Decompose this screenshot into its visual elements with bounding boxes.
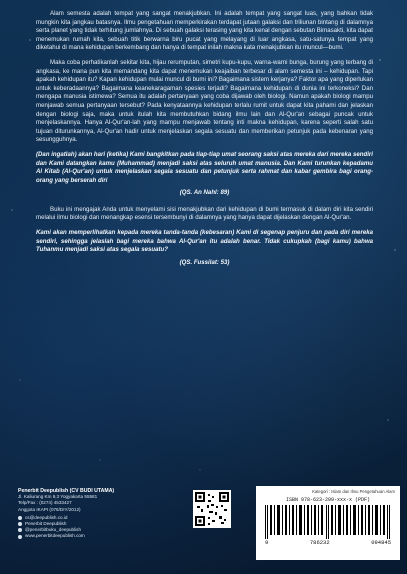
- paragraph-3: Buku ini mengajak Anda untuk menyelami sisi menakjubkan dari kehidupan di bumi termasuk di dalam diri kita sendiri melalui ilmu biologi dan menangkap esensi tersembunyi di dalamnya yang hanya dapat dijelaskan dengan Al-Qur'an.: [36, 205, 373, 222]
- email-icon: [18, 516, 22, 520]
- quote-source-1: (QS. An Nahl: 89): [179, 189, 230, 197]
- footer: [0, 482, 407, 574]
- barcode-digits: 9 786232 094845: [265, 539, 391, 546]
- book-category: Kategori : Islam dan Ilmu Pengetahuan Alam: [312, 489, 395, 494]
- isbn-number: ISBN 978-623-209-xxx-x (PDF): [285, 497, 370, 503]
- publisher-phone: Telp/Fax : (0274) 4533427: [18, 500, 72, 506]
- quote-fussilat: Kami akan memperlihatkan kepada mereka tanda-tanda (kebesaran) Kami di segenap penjuru dan pada diri mereka sendiri, sehingga jelaslah bagi mereka bahwa Al-Qur'an itu adalah benar. Tidak cukupkah (bagi kamu) bahwa Tuhanmu menjadi saksi atas segala sesuatu?: [36, 229, 373, 254]
- paragraph-2: Maka coba perhatikanlah sekitar kita, hijau rerumputan, simetri kupu-kupu, warna-warni bunga, burung yang terbang di angkasa, ke mana pun kita memandang kita dapat menemukan keajaiban terbesar di alam semesta ini – kehidupan. Tapi apakah kehidupan itu? Kapan kehidupan mulai muncul di bumi ini? Bagaimana sistem kerjanya? Faktor apa yang diperlukan untuk keberadaannya? Bagaimana keanekaragaman spesies terjadi? Bagaimana kehidupan di dunia ini terkoneksi? Dan mengapa manusia istimewa? Semua itu adalah pertanyaan yang coba dijawab oleh biologi. Namun apakah biologi mampu menjawab semua pertanyaan tersebut? Pada kenyataannya kehidupan terlalu rumit untuk dapat kita pahami dan jelaskan dengan biologi saja, maka untuk itulah kita membutuhkan bidang ilmu lain dan Al-Qur'an sebagai puncak untuk menjelaskannya. Hanya Al-Qur'an-lah yang mampu menjawab tentang inti makna kehidupan, karena seperti salah satu tujuan diturunkannya, Al-Qur'an hadir untuk menjelaskan segala sesuatu dan memberikan petunjuk pada kebenaran yang sesungguhnya.: [36, 58, 373, 144]
- qr-code: [193, 490, 231, 528]
- barcode-icon: [261, 505, 395, 539]
- publisher-member: Anggota IKAPI (076/DIY/2012): [18, 506, 81, 512]
- social-facebook: Penerbit Deepublish: [18, 521, 178, 527]
- social-list: [18, 515, 178, 540]
- instagram-icon: [18, 528, 22, 532]
- social-email: cs@deepublish.co.id: [18, 515, 178, 521]
- publisher-address: Jl. Kaliurang Km 9,3 Yogyakarta 55581: [18, 494, 98, 500]
- quote-source-2: (QS. Fussilat: 53): [179, 258, 230, 266]
- publisher-name: Penerbit Deepublish (CV BUDI UTAMA): [18, 488, 115, 494]
- qr-code-icon: [195, 492, 229, 526]
- quote-an-nahl: (Dan ingatlah) akan hari (ketika) Kami bangkitkan pada tiap-tiap umat seorang saksi atas mereka dari mereka sendiri dan Kami datangkan kamu (Muhammad) menjadi saksi atas seluruh umat manusia. Dan Kami turunkan kepadamu Al Kitab (Al-Qur'an) untuk menjelaskan segala sesuatu dan petunjuk serta rahmat dan kabar gembira bagi orang-orang yang berserah diri: [36, 150, 373, 184]
- paragraph-1: Alam semesta adalah tempat yang sangat menakjubkan. Ini adalah tempat yang sangat luas, yang bahkan tidak mungkin kita jangkau batasnya. Ilmu pengetahuan memperkirakan terdapat jutaan galaksi dan triliunan bintang di dalamnya serta planet yang tidak terhitung jumlahnya. Di sebuah galaksi terasing yang kita kenal dengan sebutan Bimasakti, kita dapat menemukan rumah kita, sebuah titik berwarna biru pucat yang melayang di luar angkasa, satu-satunya tempat yang diketahui di mana kehidupan berkembang dan hanya di tempat inilah makna kata menakjubkan itu muncul—bumi.: [36, 10, 373, 52]
- blurb: [36, 10, 373, 275]
- social-instagram: @penerbitbuku_deepublish: [18, 527, 178, 533]
- publisher-info: [18, 488, 178, 540]
- facebook-icon: [18, 522, 22, 526]
- isbn-barcode: [256, 486, 400, 560]
- social-website: www.penerbitdeepublish.com: [18, 533, 178, 539]
- globe-icon: [18, 535, 22, 539]
